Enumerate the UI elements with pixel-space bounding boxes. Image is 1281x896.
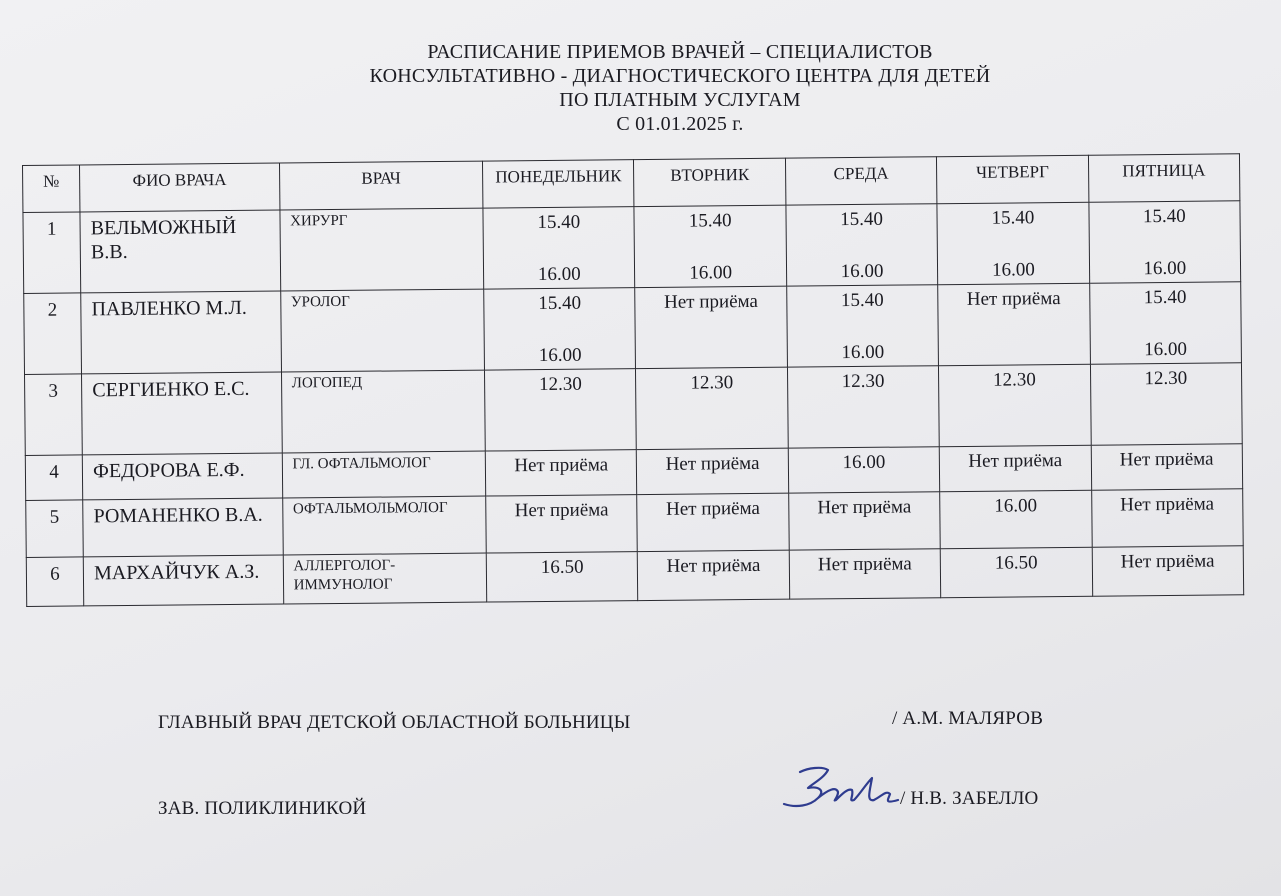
schedule-cell-wednesday xyxy=(787,285,938,366)
time-end: 16.00 xyxy=(1144,338,1188,361)
schedule-cell-tuesday xyxy=(635,206,786,287)
schedule-cell-tuesday: Нет приёма xyxy=(665,452,760,475)
schedule-cell-monday: 16.50 xyxy=(540,556,584,579)
table-row xyxy=(26,546,1243,607)
schedule-cell-monday xyxy=(484,207,635,288)
schedule-cell-friday: 12.30 xyxy=(1144,367,1188,390)
schedule-cell-thursday xyxy=(938,203,1089,284)
schedule-cell-wednesday xyxy=(786,204,937,285)
schedule-cell-friday: Нет приёма xyxy=(1119,448,1214,471)
schedule-cell-thursday: Нет приёма xyxy=(966,288,1061,310)
schedule-cell-friday xyxy=(1089,201,1240,282)
doctor-name: ФЕДОРОВА Е.Ф. xyxy=(92,458,245,483)
header-friday: ПЯТНИЦА xyxy=(1088,154,1240,202)
schedule-cell-thursday: Нет приёма xyxy=(968,450,1063,472)
time-end: 16.00 xyxy=(840,260,884,283)
doctor-name: МАРХАЙЧУК А.З. xyxy=(93,560,260,585)
doctor-name: ПАВЛЕНКО М.Л. xyxy=(91,296,247,321)
doctor-specialty: ОФТАЛЬМОЛЬМОЛОГ xyxy=(292,499,448,518)
header-tuesday: ВТОРНИК xyxy=(634,158,786,206)
doctor-name: РОМАНЕНКО В.А. xyxy=(93,503,263,528)
schedule-cell-friday: Нет приёма xyxy=(1120,493,1215,516)
title-line-3: ПО ПЛАТНЫМ УСЛУГАМ xyxy=(559,89,801,111)
time-end: 16.00 xyxy=(991,259,1035,281)
time-start: 15.40 xyxy=(538,292,582,315)
schedule-cell-friday: Нет приёма xyxy=(1120,550,1215,573)
header-num: № xyxy=(23,165,81,213)
time-end: 16.00 xyxy=(689,262,733,284)
header-thursday: ЧЕТВЕРГ xyxy=(937,155,1089,203)
schedule-cell-wednesday: Нет приёма xyxy=(817,553,912,576)
schedule-cell-wednesday: 16.00 xyxy=(842,451,886,474)
schedule-cell-wednesday: 12.30 xyxy=(841,370,885,393)
schedule-table xyxy=(22,153,1244,607)
schedule-cell-thursday: 16.00 xyxy=(994,495,1038,517)
row-number: 1 xyxy=(46,218,57,240)
chief-doctor-title: ГЛАВНЫЙ ВРАЧ ДЕТСКОЙ ОБЛАСТНОЙ БОЛЬНИЦЫ xyxy=(158,712,631,733)
schedule-cell-friday xyxy=(1090,282,1241,363)
doctor-specialty: УРОЛОГ xyxy=(290,293,350,311)
row-number: 4 xyxy=(49,461,59,483)
table-row xyxy=(25,363,1243,456)
schedule-cell-tuesday: 12.30 xyxy=(690,372,734,394)
schedule-cell-thursday: 16.50 xyxy=(994,552,1038,574)
schedule-cell-monday: Нет приёма xyxy=(514,499,609,522)
schedule-cell-tuesday: Нет приёма xyxy=(665,497,760,520)
time-start: 15.40 xyxy=(991,207,1035,229)
time-start: 15.40 xyxy=(840,289,884,312)
doctor-specialty: АЛЛЕРГОЛОГ-ИММУНОЛОГ xyxy=(293,557,396,594)
row-number: 6 xyxy=(50,563,60,585)
polyclinic-head-name: / Н.В. ЗАБЕЛЛО xyxy=(900,788,1039,809)
time-end: 16.00 xyxy=(841,341,885,364)
polyclinic-head-title: ЗАВ. ПОЛИКЛИНИКОЙ xyxy=(158,798,367,819)
schedule-cell-monday: Нет приёма xyxy=(514,454,609,477)
header-spec: ВРАЧ xyxy=(279,161,483,210)
handwritten-signature xyxy=(778,760,908,820)
time-start: 15.40 xyxy=(537,211,581,234)
doctor-specialty: ЛОГОПЕД xyxy=(291,374,363,392)
row-number: 2 xyxy=(47,299,58,321)
document-title xyxy=(300,40,1060,136)
row-number: 5 xyxy=(49,506,60,528)
schedule-cell-thursday: 12.30 xyxy=(993,369,1036,391)
chief-doctor-name: / А.М. МАЛЯРОВ xyxy=(892,708,1044,729)
doctor-specialty: ХИРУРГ xyxy=(290,212,348,230)
table-row xyxy=(23,201,1241,294)
time-end: 16.00 xyxy=(1143,257,1187,280)
schedule-cell-tuesday: Нет приёма xyxy=(663,290,759,313)
header-fio: ФИО ВРАЧА xyxy=(80,163,280,212)
row-number: 3 xyxy=(48,380,59,402)
time-start: 15.40 xyxy=(1142,205,1186,228)
doctor-specialty: ГЛ. ОФТАЛЬМОЛОГ xyxy=(292,455,431,473)
title-line-2: КОНСУЛЬТАТИВНО - ДИАГНОСТИЧЕСКОГО ЦЕНТРА ДЛЯ ДЕТЕЙ xyxy=(369,65,991,87)
schedule-cell-wednesday: Нет приёма xyxy=(817,496,912,519)
doctor-name: СЕРГИЕНКО Е.С. xyxy=(92,377,250,402)
title-line-1: РАСПИСАНИЕ ПРИЕМОВ ВРАЧЕЙ – СПЕЦИАЛИСТОВ xyxy=(427,41,933,63)
schedule-cell-monday: 12.30 xyxy=(538,373,582,396)
time-start: 15.40 xyxy=(688,210,732,232)
table-row xyxy=(24,282,1242,375)
schedule-cell-tuesday: Нет приёма xyxy=(666,554,761,577)
title-line-4: С 01.01.2025 г. xyxy=(616,113,744,135)
time-end: 16.00 xyxy=(537,263,581,286)
time-start: 15.40 xyxy=(840,208,884,231)
header-wednesday: СРЕДА xyxy=(785,157,937,205)
time-end: 16.00 xyxy=(538,344,582,367)
header-monday: ПОНЕДЕЛЬНИК xyxy=(483,160,635,208)
doctor-name: ВЕЛЬМОЖНЫЙ В.В. xyxy=(90,215,237,264)
schedule-cell-monday xyxy=(484,288,635,369)
time-start: 15.40 xyxy=(1143,286,1187,309)
